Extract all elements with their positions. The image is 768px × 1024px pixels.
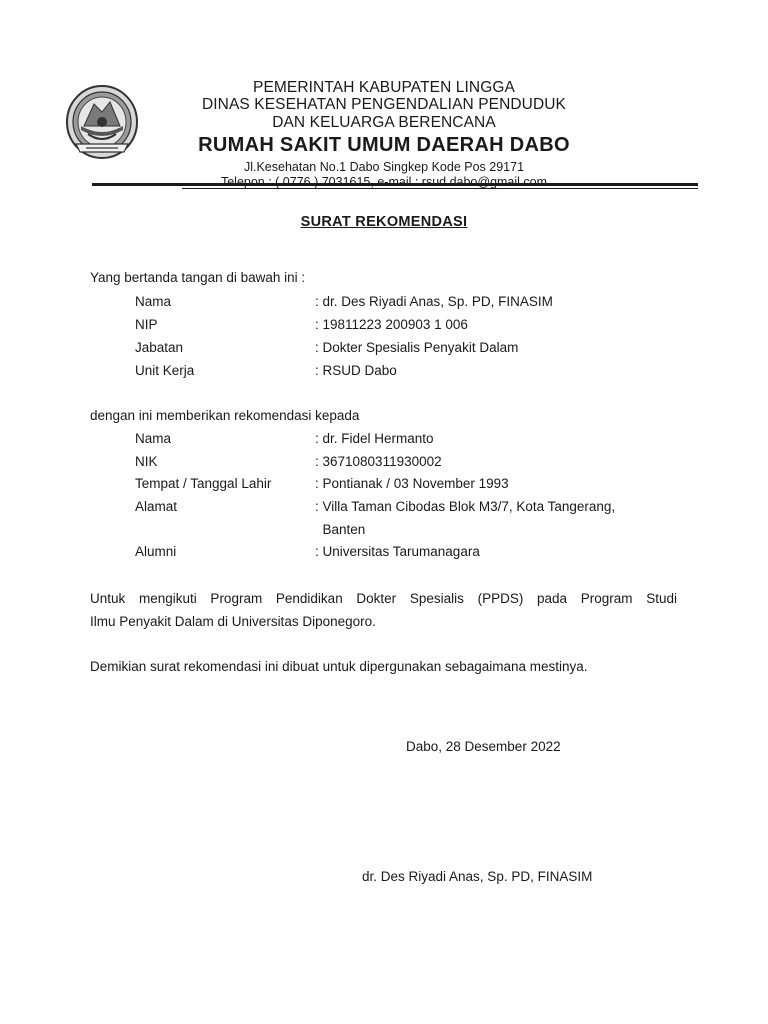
letterhead-divider-thin: [182, 188, 698, 189]
letterhead-government: PEMERINTAH KABUPATEN LINGGA: [253, 79, 515, 96]
letterhead-department-cont: DAN KELUARGA BERENCANA: [272, 113, 496, 131]
closing-text: Demikian surat rekomendasi ini dibuat untuk dipergunakan sebagaimana mestinya.: [90, 659, 588, 674]
recipient-value: Banten: [315, 522, 366, 537]
recipient-label: NIK: [135, 454, 158, 469]
recipient-label: Tempat / Tanggal Lahir: [135, 476, 272, 491]
recipient-value: : Universitas Tarumanagara: [315, 544, 480, 559]
signer-label: Jabatan: [135, 340, 184, 355]
recipient-value: : Pontianak / 03 November 1993: [315, 476, 509, 491]
signer-label: Unit Kerja: [135, 363, 195, 378]
place-date: Dabo, 28 Desember 2022: [406, 739, 561, 754]
letterhead: [150, 79, 618, 189]
letterhead-address: Jl.Kesehatan No.1 Dabo Singkep Kode Pos 29171: [243, 160, 525, 175]
letterhead-department: DINAS KESEHATAN PENGENDALIAN PENDUDUK: [201, 96, 566, 114]
recipient-label: Alamat: [135, 499, 178, 514]
signer-value: : 19811223 200903 1 006: [315, 317, 468, 332]
purpose-line: Ilmu Penyakit Dalam di Universitas Diponegoro.: [90, 614, 376, 629]
recipient-value: : 3671080311930002: [315, 454, 442, 469]
recommend-intro-text: dengan ini memberikan rekomendasi kepada: [90, 408, 360, 423]
signer-value: : RSUD Dabo: [315, 363, 397, 378]
purpose-paragraph: [90, 587, 677, 633]
signer-label: Nama: [135, 294, 172, 309]
intro-text: Yang bertanda tangan di bawah ini :: [90, 270, 306, 285]
recipient-label: Alumni: [135, 544, 177, 559]
letterhead-divider-thick: [92, 183, 698, 186]
signature-name: dr. Des Riyadi Anas, Sp. PD, FINASIM: [362, 869, 593, 884]
recipient-value: : dr. Fidel Hermanto: [315, 431, 434, 446]
signer-value: : dr. Des Riyadi Anas, Sp. PD, FINASIM: [315, 294, 553, 309]
signer-value: : Dokter Spesialis Penyakit Dalam: [315, 340, 519, 355]
signer-label: NIP: [135, 317, 158, 332]
recipient-value: : Villa Taman Cibodas Blok M3/7, Kota Tangerang,: [315, 499, 616, 514]
letter-title: SURAT REKOMENDASI: [300, 214, 468, 230]
purpose-line: Untuk mengikuti Program Pendidikan Dokter Spesialis (PPDS) pada Program Studi: [90, 591, 677, 606]
recipient-label: Nama: [135, 431, 172, 446]
kabupaten-lingga-emblem-icon: [64, 82, 140, 166]
letterhead-hospital-name: RUMAH SAKIT UMUM DAERAH DABO: [198, 134, 570, 157]
